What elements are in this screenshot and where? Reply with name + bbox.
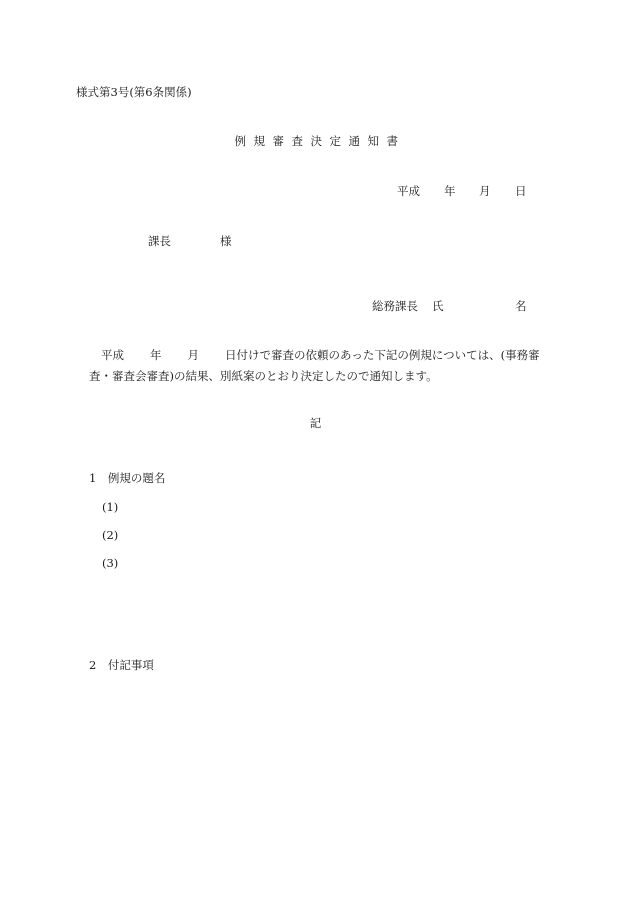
item-1-heading: 1 例規の題名 <box>89 471 166 485</box>
body-paragraph-line-1 <box>101 350 540 362</box>
date-era: 平成 <box>397 184 420 198</box>
sender-name-label-mei: 名 <box>515 299 527 313</box>
sender-name-label-shi: 氏 <box>432 299 444 313</box>
addressee-title: 課長 <box>148 234 171 248</box>
form-number: 様式第3号(第6条関係) <box>76 85 192 99</box>
item-2-heading: 2 付記事項 <box>89 658 154 672</box>
item-1-subitem: (3) <box>102 556 119 570</box>
body-paragraph-line-2: 査・審査会審査)の結果、別紙案のとおり決定したので通知します。 <box>89 369 438 383</box>
sender-title: 総務課長 <box>372 299 418 313</box>
body-month-label: 月 <box>187 348 199 362</box>
body-era: 平成 <box>101 348 124 362</box>
document-title: 例規審査決定通知書 <box>234 134 406 148</box>
ki-heading: 記 <box>309 416 322 430</box>
item-1-subitem: (2) <box>102 528 119 542</box>
date-year-label: 年 <box>444 184 456 198</box>
body-year-label: 年 <box>150 348 162 362</box>
body-line-1-text: 日付けで審査の依頼のあった下記の例規については、(事務審 <box>225 348 540 362</box>
addressee-honorific: 様 <box>220 234 232 248</box>
date-day-label: 日 <box>515 184 527 198</box>
date-month-label: 月 <box>479 184 491 198</box>
item-1-subitem: (1) <box>102 500 119 514</box>
